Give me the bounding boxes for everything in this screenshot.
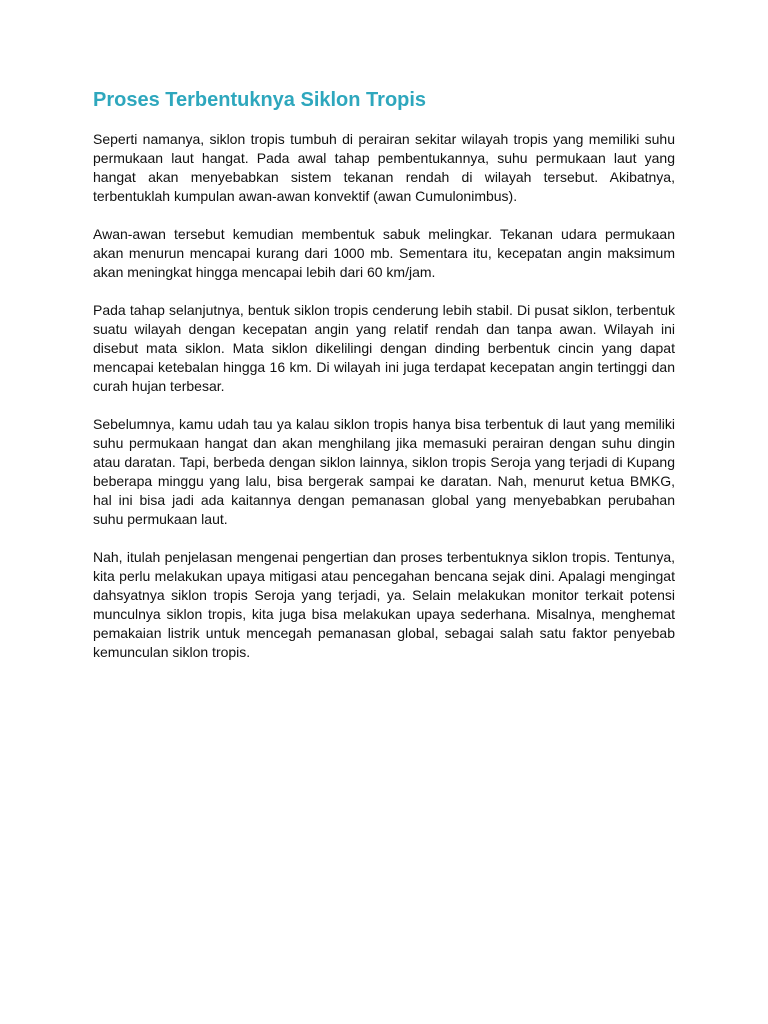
document-page — [93, 88, 675, 681]
paragraph-2: Awan-awan tersebut kemudian membentuk sabuk melingkar. Tekanan udara permukaan akan menurun mencapai kurang dari 1000 mb. Sementara itu, kecepatan angin maksimum akan meningkat hingga mencapai lebih dari 60 km/jam. — [93, 226, 675, 280]
paragraph-1: Seperti namanya, siklon tropis tumbuh di perairan sekitar wilayah tropis yang memiliki suhu permukaan laut hangat. Pada awal tahap pembentukannya, suhu permukaan laut yang hangat akan menyebabkan sistem tekanan rendah di wilayah tersebut. Akibatnya, terbentuklah kumpulan awan-awan konvektif (awan Cumulonimbus). — [93, 131, 675, 204]
paragraph-4: Sebelumnya, kamu udah tau ya kalau siklon tropis hanya bisa terbentuk di laut yang memiliki suhu permukaan hangat dan akan menghilang jika memasuki perairan dengan suhu dingin atau daratan. Tapi, berbeda dengan siklon lainnya, siklon tropis Seroja yang terjadi di Kupang beberapa minggu yang lalu, bisa bergerak sampai ke daratan. Nah, menurut ketua BMKG, hal ini bisa jadi ada kaitannya dengan pemanasan global yang menyebabkan perubahan suhu permukaan laut. — [93, 416, 675, 527]
paragraph-5: Nah, itulah penjelasan mengenai pengertian dan proses terbentuknya siklon tropis. Tentunya, kita perlu melakukan upaya mitigasi atau pencegahan bencana sejak dini. Apalagi mengingat dahsyatnya siklon tropis Seroja yang terjadi, ya. Selain melakukan monitor terkait potensi munculnya siklon tropis, kita juga bisa melakukan upaya sederhana. Misalnya, menghemat pemakaian listrik untuk mencegah pemanasan global, sebagai salah satu faktor penyebab kemunculan siklon tropis. — [93, 549, 675, 660]
paragraph-3: Pada tahap selanjutnya, bentuk siklon tropis cenderung lebih stabil. Di pusat siklon, terbentuk suatu wilayah dengan kecepatan angin yang relatif rendah dan tanpa awan. Wilayah ini disebut mata siklon. Mata siklon dikelilingi dengan dinding berbentuk cincin yang dapat mencapai ketebalan hingga 16 km. Di wilayah ini juga terdapat kecepatan angin tertinggi dan curah hujan terbesar. — [93, 302, 675, 394]
page-title: Proses Terbentuknya Siklon Tropis — [93, 89, 427, 111]
